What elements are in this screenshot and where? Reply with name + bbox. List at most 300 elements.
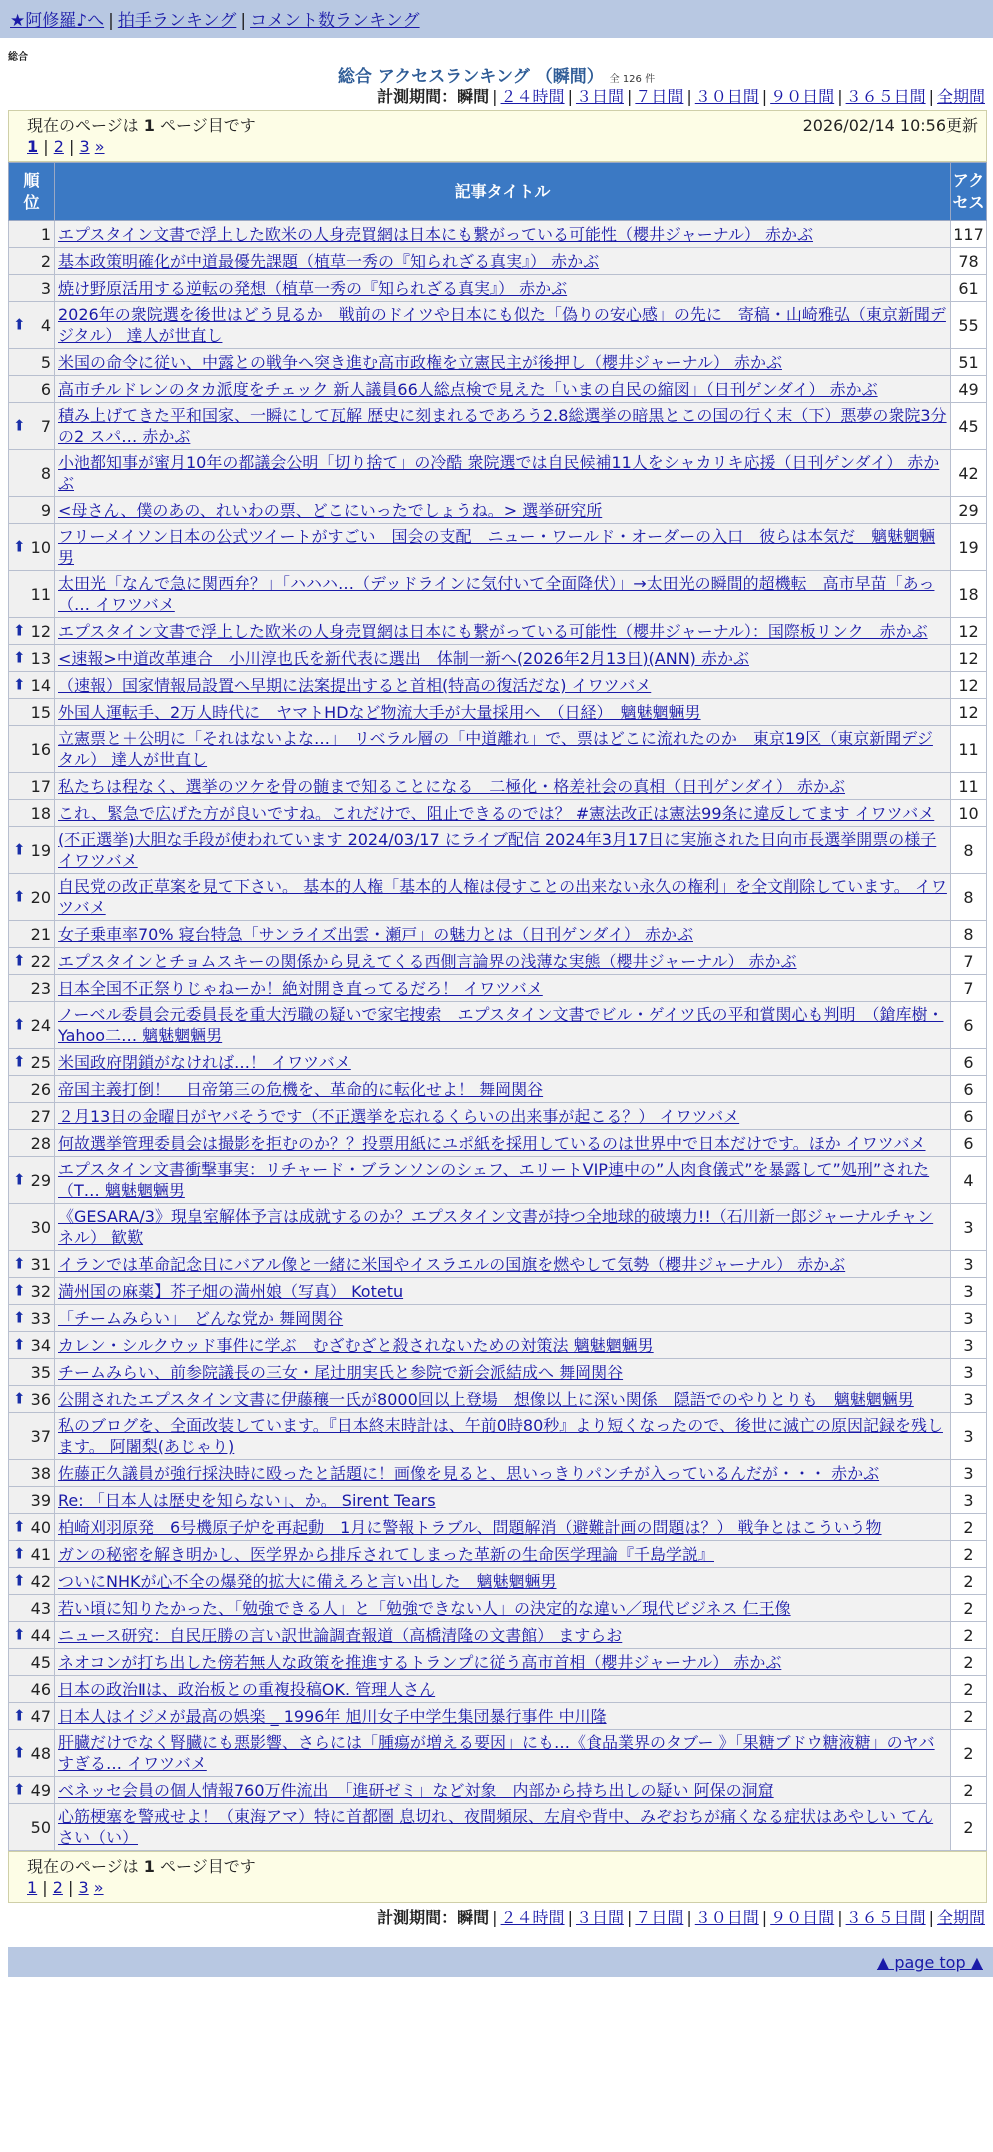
rank-number: 41 bbox=[30, 1544, 51, 1564]
rank-cell bbox=[9, 1305, 55, 1332]
table-row bbox=[9, 571, 987, 618]
table-row bbox=[9, 672, 987, 699]
title-cell bbox=[55, 874, 951, 921]
rank-up-arrow-icon: ⬆ bbox=[13, 648, 26, 667]
rank-number: 9 bbox=[40, 500, 51, 520]
rank-number: 45 bbox=[30, 1652, 51, 1672]
article-link[interactable]: 満州国の麻薬】芥子畑の満州娘（写真） Kotetu bbox=[58, 1281, 404, 1301]
title-cell bbox=[55, 275, 951, 302]
article-link[interactable]: 「チームみらい」 どんな党か 舞岡関谷 bbox=[58, 1308, 344, 1328]
article-link[interactable]: 積み上げてきた平和国家、一瞬にして瓦解 歴史に刻まれるであろう2.8総選挙の暗黒とこの国の行く末（下）悪夢の衆院3分の2 スパ… 赤かぶ bbox=[58, 406, 947, 446]
rank-number: 48 bbox=[30, 1743, 51, 1763]
article-link[interactable]: (不正選挙)大胆な手段が使われています 2024/03/17 にライブ配信 2024年3月17日に実施された日向市長選挙開票の様子 イワツバメ bbox=[58, 830, 937, 870]
rank-up-arrow-icon: ⬆ bbox=[13, 537, 26, 556]
access-count: 2 bbox=[951, 1804, 987, 1851]
rank-cell bbox=[9, 571, 55, 618]
table-row bbox=[9, 1130, 987, 1157]
rank-number: 10 bbox=[30, 537, 51, 557]
rank-cell bbox=[9, 1413, 55, 1460]
rank-cell bbox=[9, 699, 55, 726]
rank-cell bbox=[9, 1460, 55, 1487]
title-cell bbox=[55, 1777, 951, 1804]
title-cell bbox=[55, 1541, 951, 1568]
article-link[interactable]: 《GESARA/3》現皇室解体予言は成就するのか？エプスタイン文書が持つ全地球的破壊力!!（石川新一郎ジャーナルチャンネル） 歓歎 bbox=[58, 1207, 934, 1247]
rank-number: 14 bbox=[30, 675, 51, 695]
rank-cell bbox=[9, 1804, 55, 1851]
period-option[interactable]: ３６５日間 bbox=[845, 87, 926, 106]
table-row bbox=[9, 827, 987, 874]
rank-cell bbox=[9, 1332, 55, 1359]
page-link[interactable]: 2 bbox=[52, 1878, 63, 1897]
access-count: 7 bbox=[951, 975, 987, 1002]
title-cell bbox=[55, 1413, 951, 1460]
period-separator: | bbox=[492, 87, 498, 106]
access-count: 18 bbox=[951, 571, 987, 618]
access-count: 2 bbox=[951, 1541, 987, 1568]
title-cell bbox=[55, 1130, 951, 1157]
table-row bbox=[9, 302, 987, 349]
access-count: 8 bbox=[951, 827, 987, 874]
footer-bar bbox=[8, 1947, 993, 1977]
period-option[interactable]: ７日間 bbox=[635, 87, 684, 106]
rank-up-arrow-icon: ⬆ bbox=[13, 315, 26, 334]
title-cell bbox=[55, 497, 951, 524]
article-link[interactable]: 何故選挙管理委員会は撮影を拒むのか？？投票用紙にユポ紙を採用しているのは世界中で日本だけです。ほか イワツバメ bbox=[58, 1133, 926, 1153]
rank-cell bbox=[9, 874, 55, 921]
rank-number: 39 bbox=[30, 1490, 51, 1510]
page-link[interactable]: 1 bbox=[27, 1878, 38, 1897]
rank-cell bbox=[9, 948, 55, 975]
title-cell bbox=[55, 1804, 951, 1851]
table-row bbox=[9, 1076, 987, 1103]
article-link[interactable]: 基本政策明確化が中道最優先課題（植草一秀の『知られざる真実』） 赤かぶ bbox=[58, 251, 600, 271]
period-option[interactable]: ７日間 bbox=[635, 1908, 684, 1927]
rank-up-arrow-icon: ⬆ bbox=[13, 1015, 26, 1034]
rank-up-arrow-icon: ⬆ bbox=[13, 1170, 26, 1189]
title-cell bbox=[55, 800, 951, 827]
table-row bbox=[9, 1595, 987, 1622]
rank-up-arrow-icon: ⬆ bbox=[13, 1308, 26, 1327]
rank-cell bbox=[9, 221, 55, 248]
access-column-header: アクセス bbox=[951, 163, 987, 221]
rank-number: 47 bbox=[30, 1706, 51, 1726]
table-row bbox=[9, 1676, 987, 1703]
title-cell bbox=[55, 645, 951, 672]
rank-cell bbox=[9, 1386, 55, 1413]
rank-cell bbox=[9, 1204, 55, 1251]
title-cell bbox=[55, 571, 951, 618]
rank-number: 27 bbox=[30, 1106, 51, 1126]
rank-number: 15 bbox=[30, 702, 51, 722]
article-link[interactable]: ニュース研究：自民圧勝の言い訳世論調査報道（高橋清隆の文書館） ますらお bbox=[58, 1625, 623, 1645]
article-link[interactable]: 2026年の衆院選を後世はどう見るか 戦前のドイツや日本にも似た「偽りの安心感」の先に 寄稿・山崎雅弘（東京新聞デジタル） 達人が世直し bbox=[58, 305, 946, 345]
title-cell bbox=[55, 1460, 951, 1487]
rank-up-arrow-icon: ⬆ bbox=[13, 1625, 26, 1644]
table-row bbox=[9, 1460, 987, 1487]
updated-timestamp: 2026/02/14 10:56更新 bbox=[802, 116, 978, 135]
table-row bbox=[9, 497, 987, 524]
rank-number: 36 bbox=[30, 1389, 51, 1409]
page-link[interactable]: 3 bbox=[78, 1878, 89, 1897]
rank-number: 7 bbox=[40, 416, 51, 436]
access-count: 3 bbox=[951, 1386, 987, 1413]
article-link[interactable]: 米国の命令に従い、中露との戦争へ突き進む高市政権を立憲民主が後押し（櫻井ジャーナル） 赤かぶ bbox=[58, 352, 782, 372]
article-link[interactable]: 外国人運転手、2万人時代に ヤマトHDなど物流大手が大量採用へ （日経） 魑魅魍魎男 bbox=[58, 702, 701, 722]
article-link[interactable]: エプスタイン文書で浮上した欧米の人身売買網は日本にも繋がっている可能性（櫻井ジャーナル） 赤かぶ bbox=[58, 224, 814, 244]
rank-cell bbox=[9, 773, 55, 800]
access-count: 11 bbox=[951, 773, 987, 800]
rank-up-arrow-icon: ⬆ bbox=[13, 1571, 26, 1590]
rank-number: 20 bbox=[30, 887, 51, 907]
period-option[interactable]: ９０日間 bbox=[770, 87, 835, 106]
access-count: 55 bbox=[951, 302, 987, 349]
title-cell bbox=[55, 376, 951, 403]
current-page-line-bottom bbox=[27, 1854, 974, 1878]
rank-up-arrow-icon: ⬆ bbox=[13, 840, 26, 859]
period-label: 計測期間： bbox=[377, 1908, 458, 1927]
access-count: 11 bbox=[951, 726, 987, 773]
access-count: 3 bbox=[951, 1460, 987, 1487]
article-link[interactable]: フリーメイソン日本の公式ツイートがすごい 国会の支配 ニュー・ワールド・オーダーの入口 彼らは本気だ 魑魅魍魎男 bbox=[58, 527, 936, 567]
access-count: 3 bbox=[951, 1332, 987, 1359]
rank-number: 29 bbox=[30, 1170, 51, 1190]
total-count: 全 126 件 bbox=[609, 74, 656, 85]
rank-number: 37 bbox=[30, 1426, 51, 1446]
title-cell bbox=[55, 1204, 951, 1251]
page-link[interactable]: 3 bbox=[79, 137, 90, 156]
period-option[interactable]: ３６５日間 bbox=[845, 1908, 926, 1927]
title-cell bbox=[55, 1157, 951, 1204]
rank-number: 50 bbox=[30, 1817, 51, 1837]
table-row bbox=[9, 1487, 987, 1514]
title-cell bbox=[55, 1002, 951, 1049]
article-link[interactable]: 心筋梗塞を警戒せよ！（東海アマ）特に首都圏 息切れ、夜間頻尿、左肩や背中、みぞおちが痛くなる症状はあやしい てんさい（い） bbox=[58, 1807, 934, 1847]
table-row bbox=[9, 1049, 987, 1076]
table-row bbox=[9, 1204, 987, 1251]
rank-cell bbox=[9, 672, 55, 699]
comment-ranking-link[interactable]: コメント数ランキング bbox=[250, 11, 420, 31]
title-cell bbox=[55, 948, 951, 975]
rank-number: 21 bbox=[30, 924, 51, 944]
article-link[interactable]: 柏崎刈羽原発 6号機原子炉を再起動 1月に警報トラブル、問題解消（避難計画の問題は？） 戦争とはこういう物 bbox=[58, 1517, 882, 1537]
rank-number: 24 bbox=[30, 1015, 51, 1035]
access-count: 3 bbox=[951, 1278, 987, 1305]
rank-cell bbox=[9, 524, 55, 571]
rank-number: 30 bbox=[30, 1217, 51, 1237]
article-link[interactable]: これ、緊急で広げた方が良いですね。これだけで、阻止できるのでは？ #憲法改正は憲法99条に違反してます イワツバメ bbox=[58, 803, 935, 823]
table-row bbox=[9, 1413, 987, 1460]
access-count: 2 bbox=[951, 1777, 987, 1804]
table-row bbox=[9, 699, 987, 726]
table-row bbox=[9, 1514, 987, 1541]
rank-number: 8 bbox=[40, 463, 51, 483]
article-link[interactable]: カレン・シルクウッド事件に学ぶ むざむざと殺されないための対策法 魑魅魍魎男 bbox=[58, 1335, 654, 1355]
table-row bbox=[9, 248, 987, 275]
page-link[interactable]: 2 bbox=[53, 137, 64, 156]
article-link[interactable]: <速報>中道改革連合 小川淳也氏を新代表に選出 体制一新へ(2026年2月13日)(ANN) 赤かぶ bbox=[58, 648, 750, 668]
rank-number: 11 bbox=[30, 584, 51, 604]
rank-number: 16 bbox=[30, 739, 51, 759]
access-count: 6 bbox=[951, 1002, 987, 1049]
article-link[interactable]: ノーベル委員会元委員長を重大汚職の疑いで家宅捜索 エプスタイン文書でビル・ゲイツ氏の平和賞関心も判明 （鎗库樹・Yahoo二… 魑魅魍魎男 bbox=[58, 1005, 944, 1045]
period-separator: | bbox=[686, 1908, 692, 1927]
article-link[interactable]: <母さん、僕のあの、れいわの票、どこにいったでしょうね。> 選挙研究所 bbox=[58, 500, 603, 520]
rank-number: 32 bbox=[30, 1281, 51, 1301]
access-count: 6 bbox=[951, 1103, 987, 1130]
rank-cell bbox=[9, 275, 55, 302]
rank-number: 23 bbox=[30, 978, 51, 998]
table-row bbox=[9, 1568, 987, 1595]
title-cell bbox=[55, 1568, 951, 1595]
article-link[interactable]: エプスタイン文書で浮上した欧米の人身売買網は日本にも繋がっている可能性（櫻井ジャーナル）：国際板リンク 赤かぶ bbox=[58, 621, 928, 641]
article-link[interactable]: 焼け野原活用する逆転の発想（植草一秀の『知られざる真実』） 赤かぶ bbox=[58, 278, 568, 298]
period-option: 瞬間 bbox=[457, 1908, 490, 1927]
next-page-link[interactable]: » bbox=[94, 137, 105, 156]
article-link[interactable]: 私たちは程なく、選挙のツケを骨の髄まで知ることになる 二極化・格差社会の真相（日刊ゲンダイ） 赤かぶ bbox=[58, 776, 846, 796]
table-row bbox=[9, 921, 987, 948]
title-cell bbox=[55, 349, 951, 376]
period-separator: | bbox=[837, 87, 843, 106]
rank-cell bbox=[9, 1103, 55, 1130]
title-cell bbox=[55, 1730, 951, 1777]
article-link[interactable]: 帝国主義打倒！ 日帝第三の危機を、革命的に転化せよ！ 舞岡関谷 bbox=[58, 1079, 544, 1099]
title-cell bbox=[55, 1103, 951, 1130]
rank-number: 42 bbox=[30, 1571, 51, 1591]
title-cell bbox=[55, 302, 951, 349]
article-link[interactable]: イランでは革命記念日にバアル像と一緒に米国やイスラエルの国旗を燃やして気勢（櫻井ジャーナル） 赤かぶ bbox=[58, 1254, 846, 1274]
current-page-number-bottom: 1 bbox=[143, 1857, 155, 1876]
rank-cell bbox=[9, 1514, 55, 1541]
period-option[interactable]: ３０日間 bbox=[694, 87, 759, 106]
period-separator: | bbox=[837, 1908, 843, 1927]
rank-cell bbox=[9, 618, 55, 645]
table-row bbox=[9, 874, 987, 921]
table-row bbox=[9, 1002, 987, 1049]
rank-cell bbox=[9, 376, 55, 403]
next-page-link[interactable]: » bbox=[93, 1878, 104, 1897]
article-link[interactable]: エプスタインとチョムスキーの関係から見えてくる西側言論界の浅薄な実態（櫻井ジャーナル） 赤かぶ bbox=[58, 951, 797, 971]
article-link[interactable]: 女子乗車率70% 寝台特急「サンライズ出雲・瀬戸」の魅力とは（日刊ゲンダイ） 赤かぶ bbox=[58, 924, 694, 944]
table-row bbox=[9, 773, 987, 800]
access-count: 2 bbox=[951, 1703, 987, 1730]
table-row bbox=[9, 450, 987, 497]
rank-cell bbox=[9, 1676, 55, 1703]
article-link[interactable]: エプスタイン文書衝撃事実：リチャード・ブランソンのシェフ、エリートVIP連中の”人肉食儀式”を暴露して”処刑”された（T… 魑魅魍魎男 bbox=[58, 1160, 930, 1200]
article-link[interactable]: 公開されたエプスタイン文書に伊藤穰一氏が8000回以上登場 想像以上に深い関係 隠語でのやりとりも 魑魅魍魎男 bbox=[58, 1389, 914, 1409]
article-link[interactable]: 佐藤正久議員が強行採決時に殴ったと話題に！画像を見ると、思いっきりパンチが入っているんだが・・・ 赤かぶ bbox=[58, 1463, 880, 1483]
table-row bbox=[9, 1332, 987, 1359]
access-count: 42 bbox=[951, 450, 987, 497]
period-option[interactable]: 全期間 bbox=[936, 87, 985, 106]
title-column-header: 記事タイトル bbox=[55, 163, 951, 221]
access-count: 29 bbox=[951, 497, 987, 524]
table-row bbox=[9, 1251, 987, 1278]
rank-cell bbox=[9, 1278, 55, 1305]
access-count: 2 bbox=[951, 1514, 987, 1541]
rank-number: 19 bbox=[30, 840, 51, 860]
rank-number: 38 bbox=[30, 1463, 51, 1483]
article-link[interactable]: ネオコンが打ち出した傍若無人な政策を推進するトランプに従う高市首相（櫻井ジャーナル） 赤かぶ bbox=[58, 1652, 782, 1672]
article-link[interactable]: ついにNHKが心不全の爆発的拡大に備えろと言い出した 魑魅魍魎男 bbox=[58, 1571, 557, 1591]
article-link[interactable]: ベネッセ会員の個人情報760万件流出 「進研ゼミ」など対象 内部から持ち出しの疑い 阿保の洞窟 bbox=[58, 1780, 774, 1800]
rank-number: 49 bbox=[30, 1780, 51, 1800]
rank-up-arrow-icon: ⬆ bbox=[13, 951, 26, 970]
rank-up-arrow-icon: ⬆ bbox=[13, 675, 26, 694]
pager-separator: | bbox=[37, 1878, 53, 1897]
rank-number: 33 bbox=[30, 1308, 51, 1328]
period-selector bbox=[0, 84, 993, 110]
title-cell bbox=[55, 1305, 951, 1332]
article-link[interactable]: ２月13日の金曜日がヤバそうです（不正選挙を忘れるくらいの出来事が起こる？） イワツバメ bbox=[58, 1106, 740, 1126]
current-page-number: 1 bbox=[143, 116, 155, 135]
access-count: 51 bbox=[951, 349, 987, 376]
rank-cell bbox=[9, 1541, 55, 1568]
rank-number: 26 bbox=[30, 1079, 51, 1099]
title-cell bbox=[55, 975, 951, 1002]
rank-cell bbox=[9, 1568, 55, 1595]
article-link[interactable]: ガンの秘密を解き明かし、医学界から排斥されてしまった革新の生命医学理論『千島学説』 bbox=[58, 1544, 715, 1564]
period-option[interactable]: 全期間 bbox=[936, 1908, 985, 1927]
article-link[interactable]: 小池都知事が蜜月10年の都議会公明「切り捨て」の冷酷 衆院選では自民候補11人をシャカリキ応援（日刊ゲンダイ） 赤かぶ bbox=[58, 453, 940, 493]
title-cell bbox=[55, 618, 951, 645]
rank-number: 4 bbox=[40, 315, 51, 335]
pager-separator: | bbox=[62, 1878, 79, 1897]
access-count: 2 bbox=[951, 1568, 987, 1595]
rank-cell bbox=[9, 1359, 55, 1386]
article-link[interactable]: 日本の政治Ⅱは、政治板との重複投稿OK. 管理人さん bbox=[58, 1679, 436, 1699]
article-link[interactable]: 日本人はイジメが最高の娯楽 _ 1996年 旭川女子中学生集団暴行事件 中川隆 bbox=[58, 1706, 607, 1726]
page-info-box-bottom bbox=[8, 1851, 987, 1903]
article-link[interactable]: 肝臓だけでなく腎臓にも悪影響、さらには「腫瘍が増える要因」にも…《食品業界のタブー 》「果糖ブドウ糖液糖」のヤバすぎる… イワツバメ bbox=[58, 1733, 935, 1773]
access-count: 12 bbox=[951, 672, 987, 699]
access-count: 3 bbox=[951, 1204, 987, 1251]
rank-number: 12 bbox=[30, 621, 51, 641]
table-row bbox=[9, 1305, 987, 1332]
current-page-label: 現在のページは bbox=[27, 116, 139, 135]
period-option[interactable]: ３日間 bbox=[575, 1908, 624, 1927]
table-row bbox=[9, 275, 987, 302]
article-link[interactable]: Re: 「日本人は歴史を知らない」、か。 Sirent Tears bbox=[58, 1490, 436, 1510]
access-count: 117 bbox=[951, 221, 987, 248]
article-link[interactable]: 立憲票と＋公明に「それはないよな…」 リベラル層の「中道離れ」で、票はどこに流れたのか 東京19区（東京新聞デジタル） 達人が世直し bbox=[58, 729, 933, 769]
rank-up-arrow-icon: ⬆ bbox=[13, 1389, 26, 1408]
period-option[interactable]: ３０日間 bbox=[694, 1908, 759, 1927]
period-separator: | bbox=[567, 87, 573, 106]
period-separator: | bbox=[928, 1908, 934, 1927]
table-row bbox=[9, 1622, 987, 1649]
access-count: 8 bbox=[951, 874, 987, 921]
rank-number: 6 bbox=[40, 379, 51, 399]
period-separator: | bbox=[567, 1908, 573, 1927]
access-count: 8 bbox=[951, 921, 987, 948]
rank-cell bbox=[9, 403, 55, 450]
rank-cell bbox=[9, 1649, 55, 1676]
period-option[interactable]: ９０日間 bbox=[770, 1908, 835, 1927]
rank-cell bbox=[9, 1777, 55, 1804]
pager-separator: | bbox=[63, 137, 80, 156]
title-cell bbox=[55, 1251, 951, 1278]
access-count: 2 bbox=[951, 1649, 987, 1676]
rank-number: 22 bbox=[30, 951, 51, 971]
rank-up-arrow-icon: ⬆ bbox=[13, 1281, 26, 1300]
title-cell bbox=[55, 827, 951, 874]
rank-number: 2 bbox=[40, 251, 51, 271]
rank-number: 35 bbox=[30, 1362, 51, 1382]
table-row bbox=[9, 618, 987, 645]
rank-number: 17 bbox=[30, 776, 51, 796]
title-cell bbox=[55, 1049, 951, 1076]
access-count: 3 bbox=[951, 1305, 987, 1332]
table-row bbox=[9, 948, 987, 975]
period-option[interactable]: ３日間 bbox=[575, 87, 624, 106]
article-link[interactable]: 自民党の改正草案を見て下さい。 基本的人権「基本的人権は侵すことの出来ない永久の権利」を全文削除しています。 イワツバメ bbox=[58, 877, 947, 917]
rank-number: 31 bbox=[30, 1254, 51, 1274]
rank-cell bbox=[9, 1487, 55, 1514]
table-row bbox=[9, 1730, 987, 1777]
period-selector-bottom bbox=[0, 1903, 993, 1947]
page-top-link[interactable]: ▲ page top ▲ bbox=[876, 1953, 983, 1972]
rank-cell bbox=[9, 248, 55, 275]
rank-number: 34 bbox=[30, 1335, 51, 1355]
rank-cell bbox=[9, 1049, 55, 1076]
table-row bbox=[9, 221, 987, 248]
rank-up-arrow-icon: ⬆ bbox=[13, 887, 26, 906]
clap-ranking-link[interactable]: 拍手ランキング bbox=[117, 11, 237, 31]
rank-cell bbox=[9, 349, 55, 376]
access-count: 6 bbox=[951, 1076, 987, 1103]
table-row bbox=[9, 1386, 987, 1413]
page-link[interactable]: 1 bbox=[27, 137, 39, 156]
ranking-table bbox=[8, 162, 987, 1851]
rank-cell bbox=[9, 1730, 55, 1777]
period-option[interactable]: ２４時間 bbox=[500, 1908, 565, 1927]
rank-number: 18 bbox=[30, 803, 51, 823]
article-link[interactable]: 太田光「なんで急に関西弁？」「ハハハ…（デッドラインに気付いて全面降伏）」→太田光の瞬間的超機転 高市早苗「あっ（… イワツバメ bbox=[58, 574, 935, 614]
title-cell bbox=[55, 1332, 951, 1359]
access-count: 7 bbox=[951, 948, 987, 975]
rank-cell bbox=[9, 1622, 55, 1649]
access-count: 2 bbox=[951, 1595, 987, 1622]
table-row bbox=[9, 349, 987, 376]
access-count: 19 bbox=[951, 524, 987, 571]
article-link[interactable]: チームみらい、前参院議長の三女・尾辻朋実氏と参院で新会派結成へ 舞岡関谷 bbox=[58, 1362, 624, 1382]
article-link[interactable]: 高市チルドレンのタカ派度をチェック 新人議員66人総点検で見えた「いまの自民の縮図」（日刊ゲンダイ） 赤かぶ bbox=[58, 379, 878, 399]
article-link[interactable]: （速報）国家情報局設置へ早期に法案提出すると首相(特高の復活だな) イワツバメ bbox=[58, 675, 652, 695]
article-link[interactable]: 米国政府閉鎖がなければ…！ イワツバメ bbox=[58, 1052, 351, 1072]
article-link[interactable]: 若い頃に知りたかった、「勉強できる人」と「勉強できない人」の決定的な違い／現代ビジネス 仁王像 bbox=[58, 1598, 791, 1618]
period-option[interactable]: ２４時間 bbox=[500, 87, 565, 106]
title-cell bbox=[55, 1649, 951, 1676]
page-title-text: 総合 アクセスランキング （瞬間） bbox=[337, 67, 604, 87]
access-count: 3 bbox=[951, 1487, 987, 1514]
table-row bbox=[9, 1278, 987, 1305]
home-link[interactable]: ★阿修羅♪へ bbox=[10, 11, 105, 31]
rank-column-header: 順位 bbox=[9, 163, 55, 221]
rank-number: 25 bbox=[30, 1052, 51, 1072]
access-count: 4 bbox=[951, 1157, 987, 1204]
current-page-suffix-bottom: ページ目です bbox=[160, 1857, 256, 1876]
rank-number: 28 bbox=[30, 1133, 51, 1153]
rank-up-arrow-icon: ⬆ bbox=[13, 621, 26, 640]
top-nav-bar: ★阿修羅♪へ | 拍手ランキング | コメント数ランキング bbox=[0, 0, 993, 38]
pager-separator: | bbox=[38, 137, 54, 156]
article-link[interactable]: 私のブログを、全面改装しています。『日本終末時計は、午前0時80秒』より短くなったので、後世に滅亡の原因記録を残します。 阿闍梨(あじゃり) bbox=[58, 1416, 943, 1456]
pagination bbox=[27, 137, 974, 156]
article-link[interactable]: 日本全国不正祭りじゃねーか！絶対開き直ってるだろ！ イワツバメ bbox=[58, 978, 543, 998]
title-cell bbox=[55, 248, 951, 275]
period-separator: | bbox=[761, 1908, 768, 1927]
rank-number: 40 bbox=[30, 1517, 51, 1537]
